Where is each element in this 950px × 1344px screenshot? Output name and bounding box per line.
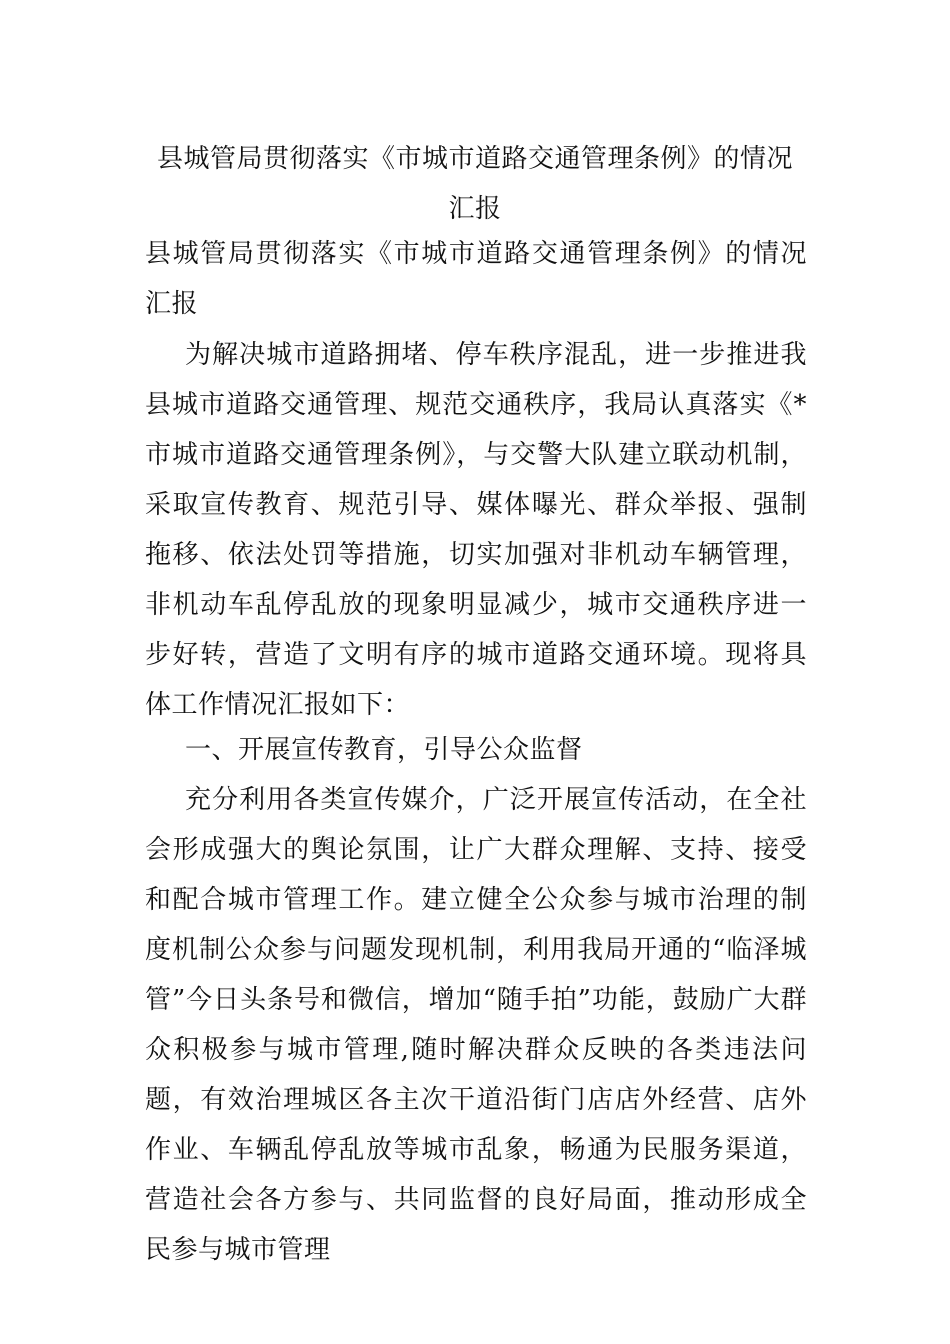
document-title: 县城管局贯彻落实《市城市道路交通管理条例》的情况汇报 xyxy=(156,144,793,224)
intro-paragraph: 为解决城市道路拥堵、停车秩序混乱，进一步推进我县城市道路交通管理、规范交通秩序，我局认真落实《*市城市道路交通管理条例》，与交警大队建立联动机制，采取宣传教育、规范引导、媒体曝光、群众举报、强制拖移、依法处罚等措施，切实加强对非机动车辆管理，非机动车乱停乱放的现象明显减少，城市交通秩序进一步好转，营造了文明有序的城市道路交通环境。现将具体工作情况汇报如下： xyxy=(145,340,807,720)
document-subtitle: 县城管局贯彻落实《市城市道路交通管理条例》的情况汇报 xyxy=(145,239,807,319)
section-1-heading: 一、开展宣传教育，引导公众监督 xyxy=(185,735,583,765)
section-1-paragraph: 充分利用各类宣传媒介，广泛开展宣传活动，在全社会形成强大的舆论氛围，让广大群众理解、支持、接受和配合城市管理工作。建立健全公众参与城市治理的制度机制公众参与问题发现机制，利用我局开通的“临泽城管”今日头条号和微信，增加“随手拍”功能，鼓励广大群众积极参与城市管理,随时解决群众反映的各类违法问题，有效治理城区各主次干道沿街门店店外经营、店外作业、车辆乱停乱放等城市乱象，畅通为民服务渠道，营造社会各方参与、共同监督的良好局面，推动形成全民参与城市管理 xyxy=(145,785,807,1265)
